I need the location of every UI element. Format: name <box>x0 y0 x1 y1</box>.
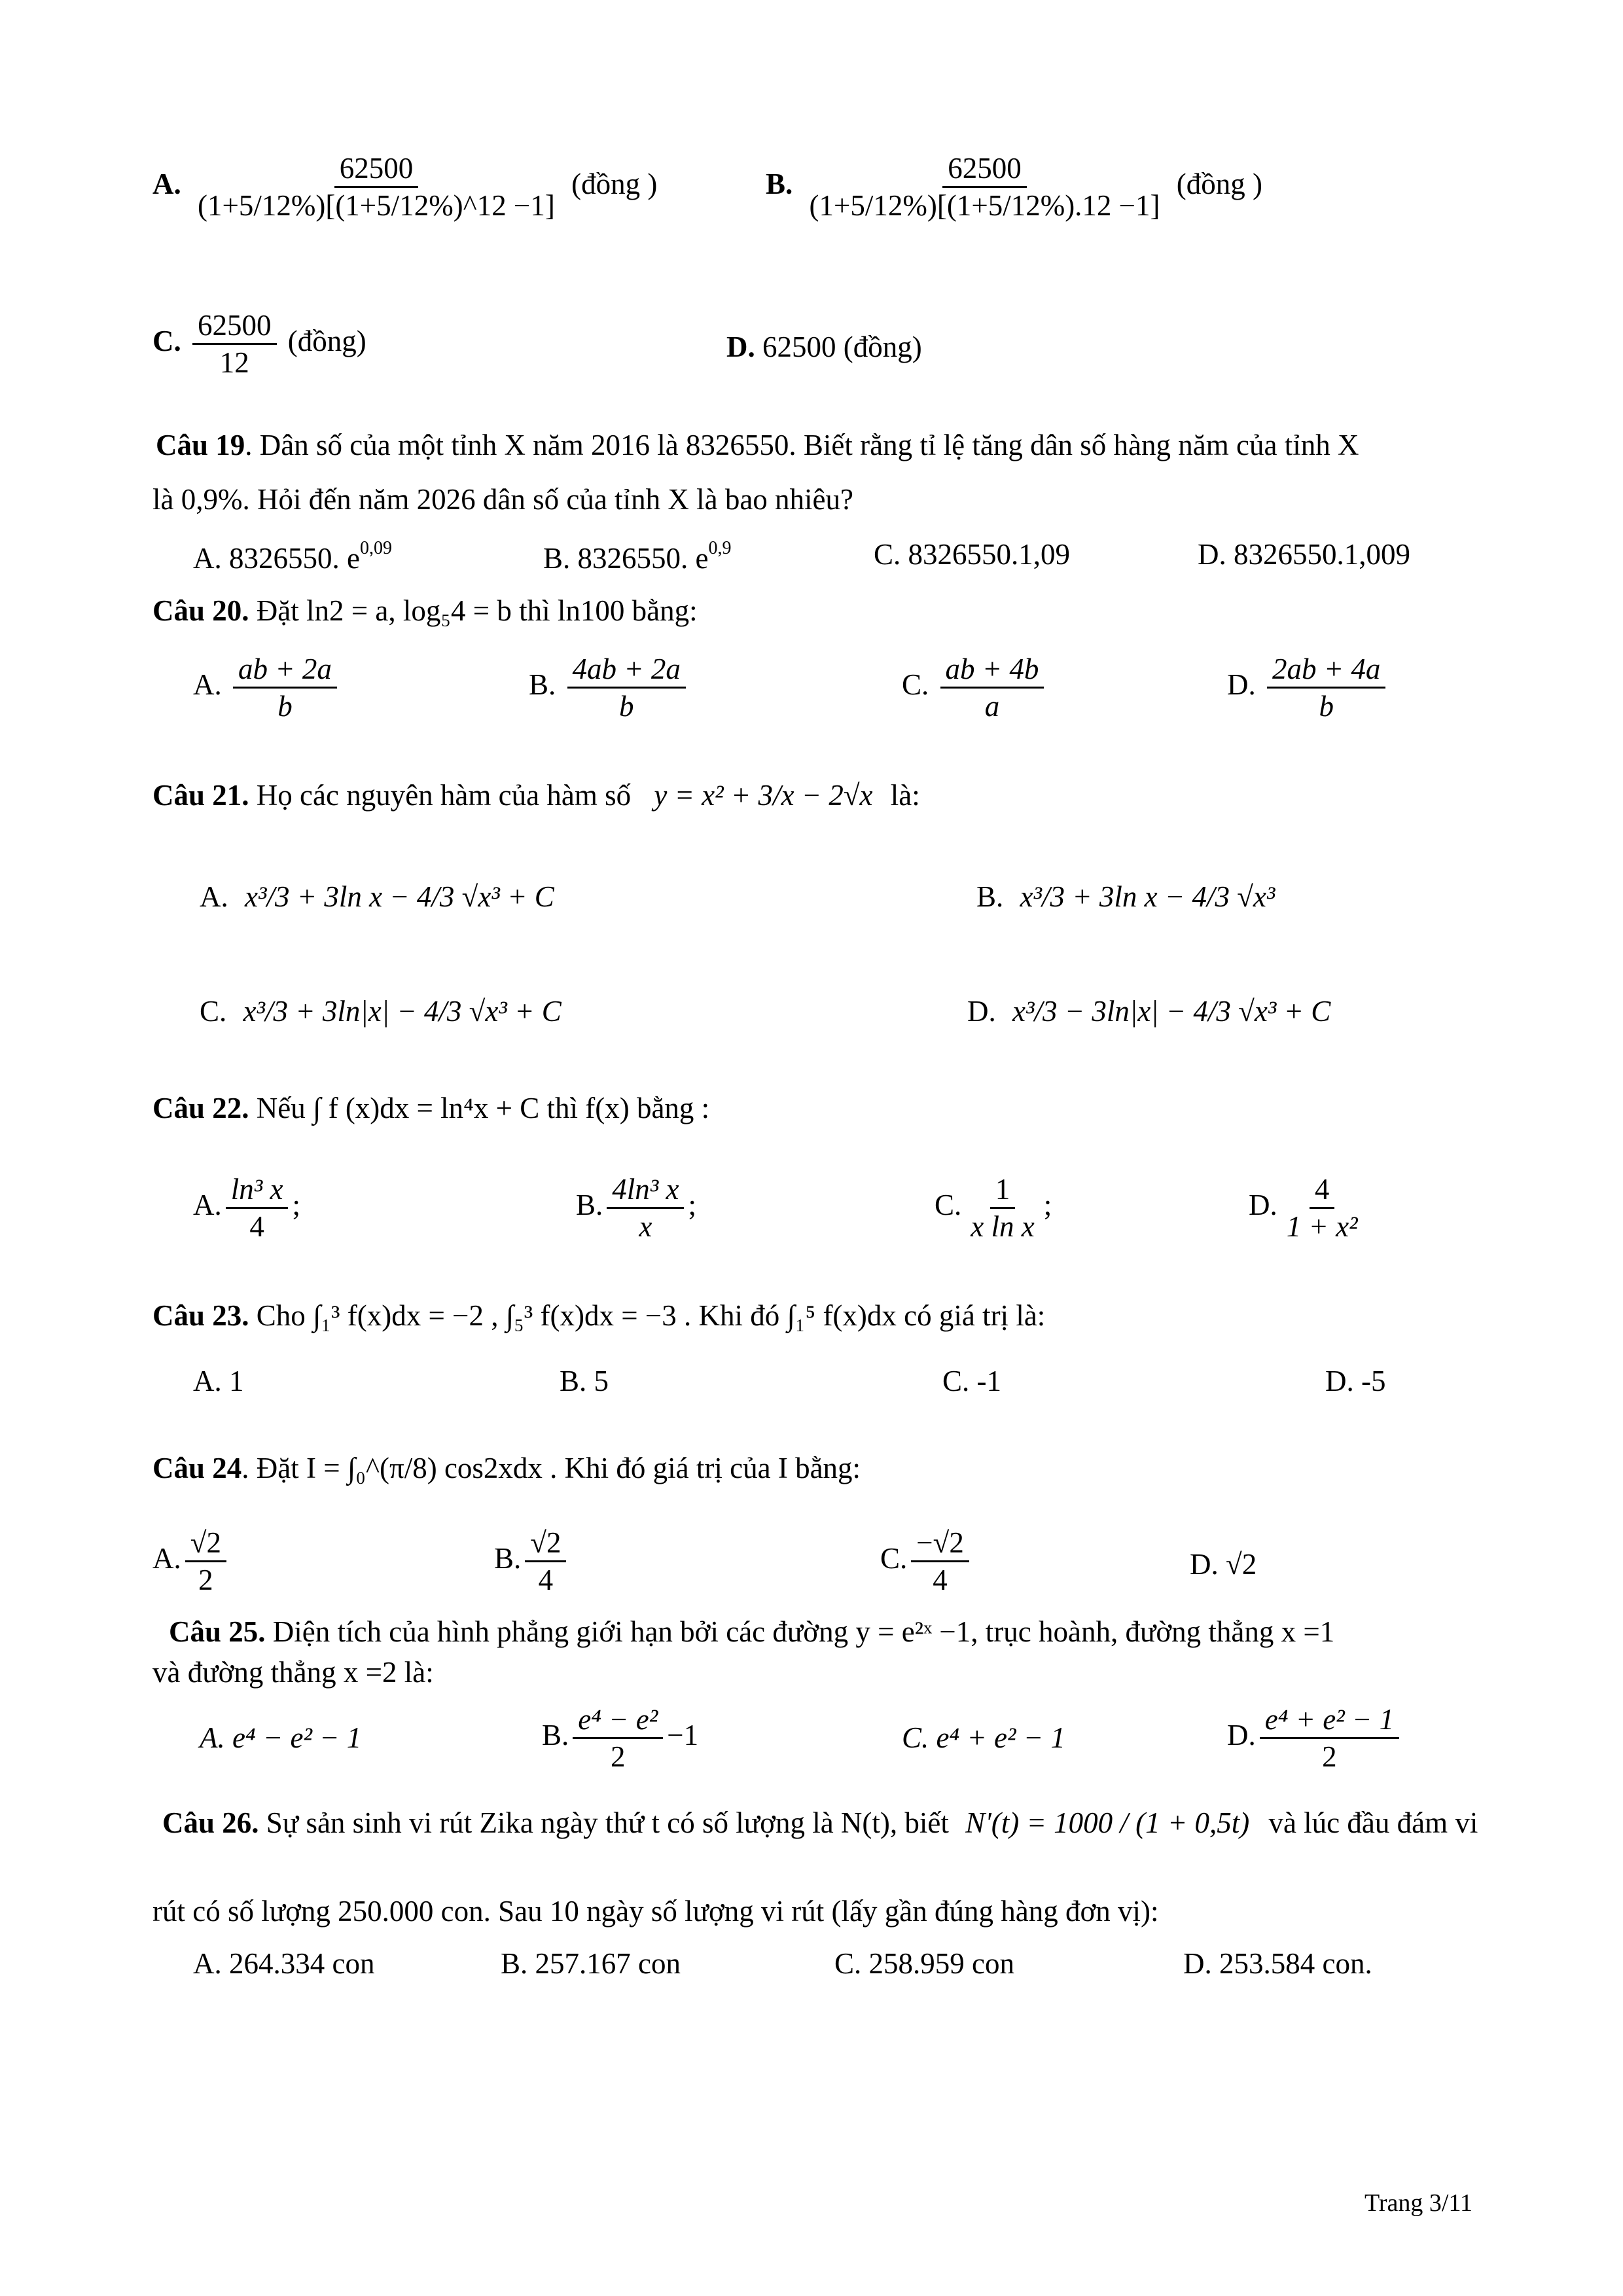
q20-b-den: b <box>618 690 634 723</box>
q22-c-tail: ; <box>1043 1188 1052 1221</box>
q22-option-d[interactable] <box>1249 1172 1367 1244</box>
q21-function: y = x² + 3/x − 2√x <box>654 779 873 812</box>
q26-option-d[interactable]: D. 253.584 con. <box>1183 1947 1372 1980</box>
q24-d-value: √2 <box>1226 1548 1257 1581</box>
q21-a-expr: x³/3 + 3ln x − 4/3 √x³ + C <box>245 880 554 913</box>
q25-b-tail: −1 <box>667 1718 699 1751</box>
q21-c-expr: x³/3 + 3ln|x| − 4/3 √x³ + C <box>243 995 562 1028</box>
q20-d-fraction <box>1267 651 1385 724</box>
q18-option-b-fraction <box>804 151 1166 223</box>
q25-option-b[interactable] <box>542 1702 698 1774</box>
q22-d-num: 4 <box>1310 1172 1335 1209</box>
q19-option-b[interactable] <box>543 538 732 576</box>
q24-a-den: 2 <box>198 1564 213 1596</box>
q23-text: Cho ∫₁³ f(x)dx = −2 , ∫₅³ f(x)dx = −3 . Khi đó ∫₁⁵ f(x)dx có giá trị là: <box>249 1299 1046 1332</box>
q25-d-fraction <box>1260 1702 1399 1774</box>
q25-option-c[interactable]: C. e⁴ + e² − 1 <box>902 1721 1065 1754</box>
q22-c-label: C. <box>935 1188 962 1221</box>
q18-b-denominator: (1+5/12%)[(1+5/12%).12 −1] <box>809 189 1160 222</box>
q18-option-c-unit: (đồng) <box>287 324 366 357</box>
q19-option-c[interactable]: C. 8326550.1,09 <box>874 538 1071 571</box>
q25-stem-line1 <box>169 1615 1334 1649</box>
q24-c-num: −√2 <box>911 1525 969 1562</box>
q20-b-label: B. <box>529 668 556 701</box>
q18-a-denominator: (1+5/12%)[(1+5/12%)^12 −1] <box>198 189 555 222</box>
q20-c-fraction <box>940 651 1044 724</box>
q18-c-numerator: 62500 <box>192 308 277 345</box>
q18-b-numerator: 62500 <box>942 151 1027 188</box>
q22-c-fraction <box>965 1172 1039 1244</box>
q18-option-b-label: B. <box>766 167 793 200</box>
q18-option-a[interactable] <box>152 151 657 223</box>
q19-b-text: B. 8326550. e <box>543 542 709 575</box>
q25-option-a[interactable]: A. e⁴ − e² − 1 <box>200 1721 362 1754</box>
q22-stem <box>152 1092 709 1126</box>
q26-option-a[interactable]: A. 264.334 con <box>193 1947 375 1980</box>
q24-option-d[interactable] <box>1190 1548 1257 1582</box>
q20-title: Câu 20. <box>152 594 249 627</box>
q22-b-num: 4ln³ x <box>607 1172 684 1209</box>
q23-option-b[interactable]: B. 5 <box>560 1365 609 1397</box>
q18-option-d-label: D. <box>726 331 755 363</box>
q19-text-line1: . Dân số của một tỉnh X năm 2016 là 8326550. Biết rằng tỉ lệ tăng dân số hàng năm của tỉnh X <box>245 429 1359 461</box>
q26-option-c[interactable]: C. 258.959 con <box>834 1947 1014 1980</box>
q22-c-den: x ln x <box>971 1210 1035 1243</box>
q23-option-d[interactable]: D. -5 <box>1325 1365 1386 1397</box>
q19-stem-line2: là 0,9%. Hỏi đến năm 2026 dân số của tỉnh X là bao nhiêu? <box>152 483 853 516</box>
q24-a-num: √2 <box>185 1525 226 1562</box>
q23-title: Câu 23. <box>152 1299 249 1332</box>
q22-text: Nếu ∫ f (x)dx = ln⁴x + C thì f(x) bằng : <box>249 1092 710 1124</box>
q18-a-numerator: 62500 <box>334 151 419 188</box>
q21-stem <box>152 779 920 813</box>
q23-option-a[interactable]: A. 1 <box>193 1365 244 1397</box>
q21-a-label: A. <box>200 880 228 913</box>
q25-b-num: e⁴ − e² <box>573 1702 663 1739</box>
q20-option-b[interactable] <box>529 651 690 724</box>
q22-a-tail: ; <box>292 1188 300 1221</box>
q21-option-d[interactable] <box>967 995 1330 1029</box>
q19-option-a[interactable] <box>193 538 392 576</box>
q19-option-d[interactable]: D. 8326550.1,009 <box>1198 538 1410 571</box>
page-number: Trang 3/11 <box>1364 2189 1473 2217</box>
q26-stem-line2: rút có số lượng 250.000 con. Sau 10 ngày số lượng vi rút (lấy gần đúng hàng đơn vị): <box>152 1895 1159 1928</box>
q21-d-expr: x³/3 − 3ln|x| − 4/3 √x³ + C <box>1012 995 1331 1028</box>
q24-b-num: √2 <box>525 1525 566 1562</box>
q24-option-b[interactable] <box>494 1525 570 1598</box>
q20-a-label: A. <box>193 668 222 701</box>
q25-b-den: 2 <box>610 1740 626 1773</box>
q25-d-den: 2 <box>1322 1740 1337 1773</box>
q21-text: Họ các nguyên hàm của hàm số <box>249 779 632 812</box>
q21-option-b[interactable] <box>976 880 1275 914</box>
q22-a-label: A. <box>193 1188 222 1221</box>
q22-option-b[interactable] <box>576 1172 696 1244</box>
q24-option-a[interactable] <box>152 1525 230 1598</box>
q18-option-d[interactable] <box>726 331 922 365</box>
q18-option-b-unit: (đồng ) <box>1176 167 1263 200</box>
q20-d-den: b <box>1319 690 1334 723</box>
q24-d-label: D. <box>1190 1548 1219 1581</box>
q18-c-denominator: 12 <box>219 346 249 379</box>
q20-c-num: ab + 4b <box>940 651 1044 689</box>
q20-c-label: C. <box>902 668 929 701</box>
q25-d-num: e⁴ + e² − 1 <box>1260 1702 1399 1739</box>
q21-option-c[interactable] <box>200 995 562 1029</box>
q20-stem <box>152 594 698 628</box>
q24-text: . Đặt I = ∫₀^(π/8) cos2xdx . Khi đó giá trị của I bằng: <box>241 1452 861 1484</box>
q25-stem-line2: và đường thẳng x =2 là: <box>152 1656 434 1689</box>
q20-b-num: 4ab + 2a <box>567 651 686 689</box>
q24-b-den: 4 <box>538 1564 554 1596</box>
q20-c-den: a <box>984 690 1000 723</box>
q26-formula: N'(t) = 1000 / (1 + 0,5t) <box>965 1806 1250 1839</box>
q24-a-label: A. <box>152 1541 181 1575</box>
q25-d-label: D. <box>1227 1718 1256 1751</box>
q21-b-label: B. <box>976 880 1004 913</box>
q22-title: Câu 22. <box>152 1092 249 1124</box>
q25-title: Câu 25. <box>169 1615 266 1648</box>
q24-a-fraction <box>185 1525 226 1598</box>
q24-stem <box>152 1452 861 1486</box>
q21-option-a[interactable] <box>200 880 554 914</box>
q22-a-fraction <box>226 1172 289 1244</box>
q18-option-d-unit: (đồng) <box>843 331 922 363</box>
q21-title: Câu 21. <box>152 779 249 812</box>
q22-a-num: ln³ x <box>226 1172 289 1209</box>
q26-title: Câu 26. <box>162 1806 259 1839</box>
q22-d-label: D. <box>1249 1188 1277 1221</box>
q18-option-a-label: A. <box>152 167 181 200</box>
q20-d-num: 2ab + 4a <box>1267 651 1385 689</box>
q22-b-fraction <box>607 1172 684 1244</box>
q25-option-d[interactable] <box>1227 1702 1403 1774</box>
q20-option-d[interactable] <box>1227 651 1389 724</box>
q22-a-den: 4 <box>249 1210 264 1243</box>
q18-option-c-label: C. <box>152 324 181 357</box>
q22-b-den: x <box>639 1210 652 1243</box>
q22-b-label: B. <box>576 1188 603 1221</box>
q20-option-c[interactable] <box>902 651 1048 724</box>
q24-title: Câu 24 <box>152 1452 242 1484</box>
q26-text-line1b: và lúc đầu đám vi <box>1268 1806 1478 1839</box>
q20-a-den: b <box>277 690 293 723</box>
q24-c-den: 4 <box>933 1564 948 1596</box>
q20-d-label: D. <box>1227 668 1256 701</box>
q25-text-line1: Diện tích của hình phẳng giới hạn bởi các đường y = e²ˣ −1, trục hoành, đường thẳng x =1 <box>265 1615 1335 1648</box>
q19-a-exponent: 0,09 <box>359 538 392 558</box>
q20-a-num: ab + 2a <box>233 651 337 689</box>
q18-option-a-unit: (đồng ) <box>571 167 658 200</box>
q23-option-c[interactable]: C. -1 <box>942 1365 1001 1397</box>
q22-option-c[interactable] <box>935 1172 1052 1244</box>
q21-c-label: C. <box>200 995 227 1028</box>
q22-d-den: 1 + x² <box>1286 1210 1358 1243</box>
q24-b-fraction <box>525 1525 566 1598</box>
q25-b-fraction <box>573 1702 663 1774</box>
q25-b-label: B. <box>542 1718 569 1751</box>
q19-b-exponent: 0,9 <box>708 538 732 558</box>
q18-option-c[interactable] <box>152 308 366 380</box>
q24-c-fraction <box>911 1525 969 1598</box>
q24-b-label: B. <box>494 1541 522 1575</box>
q22-b-tail: ; <box>688 1188 696 1221</box>
q22-option-a[interactable] <box>193 1172 300 1244</box>
q22-c-num: 1 <box>990 1172 1016 1209</box>
q24-c-label: C. <box>880 1541 908 1575</box>
q22-d-fraction <box>1281 1172 1363 1244</box>
q20-b-fraction <box>567 651 686 724</box>
q20-text: Đặt ln2 = a, log₅4 = b thì ln100 bằng: <box>249 594 698 627</box>
q23-stem <box>152 1299 1045 1333</box>
q26-option-b[interactable]: B. 257.167 con <box>501 1947 681 1980</box>
q18-option-d-value: 62500 <box>762 331 836 363</box>
q18-option-b[interactable] <box>766 151 1262 223</box>
q18-option-a-fraction <box>192 151 560 223</box>
q20-a-fraction <box>233 651 337 724</box>
q21-b-expr: x³/3 + 3ln x − 4/3 √x³ <box>1020 880 1275 913</box>
q26-stem-line1 <box>162 1806 1478 1840</box>
q21-tail: là: <box>890 779 920 812</box>
q19-a-text: A. 8326550. e <box>193 542 360 575</box>
q21-d-label: D. <box>967 995 996 1028</box>
q20-option-a[interactable] <box>193 651 341 724</box>
q26-text-line1a: Sự sản sinh vi rút Zika ngày thứ t có số lượng là N(t), biết <box>259 1806 949 1839</box>
q18-option-c-fraction <box>192 308 277 380</box>
q19-stem-line1 <box>156 429 1359 463</box>
q19-title: Câu 19 <box>156 429 245 461</box>
q24-option-c[interactable] <box>880 1525 973 1598</box>
